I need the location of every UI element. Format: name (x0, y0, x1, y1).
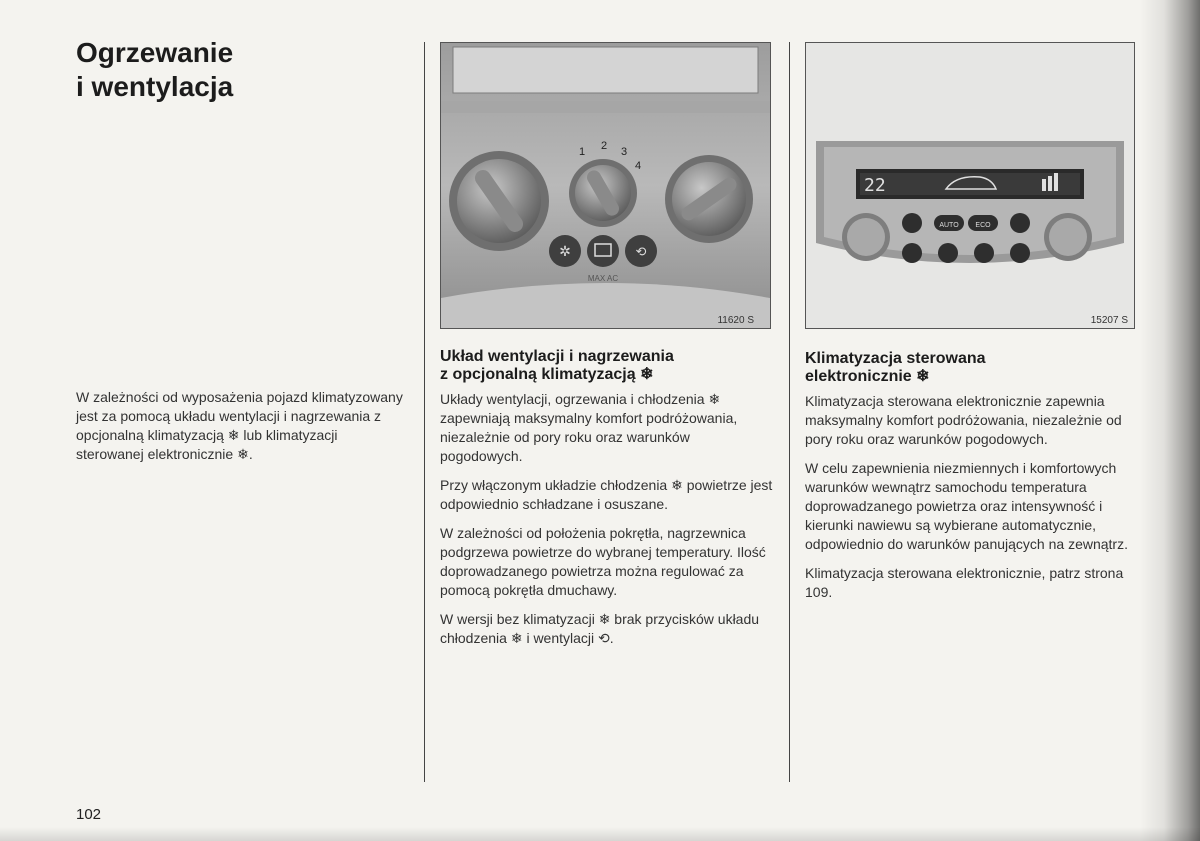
svg-text:3: 3 (621, 146, 628, 158)
svg-text:11620 S: 11620 S (717, 315, 754, 326)
intro-paragraph: W zależności od wyposażenia pojazd klimatyzowany jest za pomocą układu wentylacji i nagrzewania z opcjonalną klimatyzacją ❄ lub klimatyzacji sterowanej elektronicznie ❄. (76, 389, 403, 462)
svg-text:AUTO: AUTO (939, 222, 959, 229)
section-title-climate-line2: elektronicznie ❄ (805, 368, 930, 385)
ventilation-paragraph-2: Przy włączonym układzie chłodzenia ❄ powietrze jest odpowiednio schładzane i osuszane. (440, 477, 773, 512)
section-title-ventilation-line1: Układ wentylacji i nagrzewania (440, 348, 674, 365)
column-divider-left (424, 42, 425, 782)
page-heading: Ogrzewanie i wentylacja (76, 37, 234, 102)
figure-heater-controls (440, 42, 771, 329)
fan-knob (569, 159, 637, 227)
column-divider-right (789, 42, 790, 782)
figure-electronic-climate (805, 42, 1135, 329)
svg-text:MAX AC: MAX AC (587, 274, 619, 283)
climate-control-illustration (806, 43, 1134, 328)
svg-text:✲: ✲ (559, 243, 571, 259)
svg-text:⟲: ⟲ (635, 244, 647, 259)
svg-text:1: 1 (579, 146, 586, 158)
svg-text:2: 2 (601, 140, 608, 152)
section-title-ventilation-line2: z opcjonalną klimatyzacją ❄ (440, 366, 654, 383)
air-distribution-knob (665, 155, 753, 243)
climate-paragraph-1: Klimatyzacja sterowana elektronicznie zapewnia maksymalny komfort podróżowania, niezależnie od pory roku oraz warunków pogodowych. (805, 393, 1122, 447)
section-body-ventilation (440, 390, 775, 658)
page-number: 102 (76, 806, 102, 823)
section-title-climate-line1: Klimatyzacja sterowana (805, 350, 986, 367)
section-title-climate (805, 350, 1135, 386)
svg-text:4: 4 (635, 160, 642, 172)
ventilation-paragraph-3: W zależności od położenia pokrętła, nagrzewnica podgrzewa powietrze do wybranej temperatury. Ilość doprowadzanego powietrza można regulować za pomocą pokrętła dmuchawy. (440, 525, 766, 598)
climate-paragraph-3: Klimatyzacja sterowana elektronicznie, patrz strona 109. (805, 565, 1124, 600)
ventilation-paragraph-1: Układy wentylacji, ogrzewania i chłodzenia ❄ zapewniają maksymalny komfort podróżowania, niezależnie od pory roku oraz warunków pogodowych. (440, 391, 738, 464)
section-body-climate (805, 392, 1140, 612)
page-edge-shadow (1140, 0, 1200, 841)
ventilation-paragraph-4: W wersji bez klimatyzacji ❄ brak przycisków układu chłodzenia ❄ i wentylacji ⟲. (440, 611, 760, 646)
climate-paragraph-2: W celu zapewnienia niezmiennych i komfortowych warunków wewnątrz samochodu temperatura doprowadzanego powietrza oraz intensywność i kierunki nawiewu są wybierane automatycznie, odpowiednio do warunków panujących na zewnątrz. (805, 460, 1128, 552)
svg-text:22: 22 (864, 175, 886, 196)
svg-text:ECO: ECO (975, 222, 991, 229)
section-title-ventilation (440, 348, 770, 384)
heater-control-illustration (441, 43, 770, 328)
svg-text:15207 S: 15207 S (1090, 315, 1128, 326)
page-bottom-shadow (0, 827, 1200, 841)
temperature-knob (449, 151, 549, 251)
